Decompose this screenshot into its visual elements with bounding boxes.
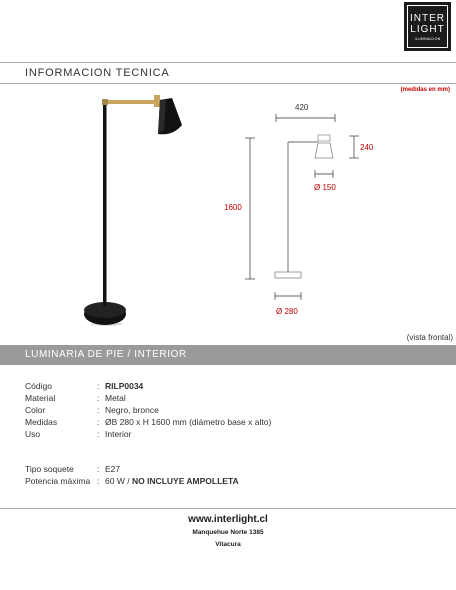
spec-row: Medidas : ØB 280 x H 1600 mm (diámetro base x alto) bbox=[25, 417, 272, 427]
spec-value: ØB 280 x H 1600 mm (diámetro base x alto) bbox=[105, 417, 272, 427]
logo-line-3: ILUMINACION bbox=[414, 36, 441, 41]
view-label: (vista frontal) bbox=[406, 333, 453, 342]
spec-row: Código : RILP0034 bbox=[25, 381, 144, 391]
spec-key: Uso bbox=[25, 429, 41, 439]
spec-key: Material bbox=[25, 393, 56, 403]
footer-rule bbox=[0, 508, 456, 509]
spec-key: Color bbox=[25, 405, 46, 415]
dim-base-diameter-label: Ø 280 bbox=[276, 307, 298, 316]
logo-line-2: LIGHT bbox=[410, 23, 445, 35]
spec-row: Color : Negro, bronce bbox=[25, 405, 159, 415]
spec-key: Código bbox=[25, 381, 52, 391]
spec-key: Potencia máxima bbox=[25, 476, 91, 486]
spec-row: Uso : Interior bbox=[25, 429, 132, 439]
electrical-row: Tipo soquete : E27 bbox=[25, 464, 121, 474]
spec-value: Interior bbox=[105, 429, 132, 439]
spec-value: RILP0034 bbox=[105, 381, 144, 391]
technical-drawing bbox=[240, 98, 390, 318]
address: Manquehue Norte 1385 bbox=[192, 529, 264, 536]
dim-total-height-label: 1600 bbox=[224, 203, 242, 212]
spec-key: Tipo soquete bbox=[25, 464, 74, 474]
spec-row: Material : Metal bbox=[25, 393, 126, 403]
dim-width-label: 420 bbox=[295, 103, 309, 112]
header-bottom-rule bbox=[0, 83, 456, 84]
spec-value: 60 W / NO INCLUYE AMPOLLETA bbox=[105, 476, 239, 486]
header-top-rule bbox=[0, 62, 456, 63]
units-note: (medidas en mm) bbox=[400, 87, 450, 93]
website-link[interactable]: www.interlight.cl bbox=[188, 514, 268, 525]
city: Vitacura bbox=[215, 541, 241, 548]
section-title: INFORMACION TECNICA bbox=[25, 67, 170, 79]
dim-shade-height-label: 240 bbox=[360, 143, 374, 152]
dim-shade-diameter-label: Ø 150 bbox=[314, 183, 336, 192]
logo-line-1: INTER bbox=[410, 12, 445, 24]
product-photo bbox=[80, 92, 190, 332]
spec-value: Negro, bronce bbox=[105, 405, 159, 415]
electrical-row: Potencia máxima : 60 W / NO INCLUYE AMPOLLETA bbox=[25, 476, 239, 486]
spec-value: E27 bbox=[105, 464, 121, 474]
category-banner: LUMINARIA DE PIE / INTERIOR bbox=[0, 345, 456, 365]
brand-logo bbox=[404, 2, 451, 51]
spec-key: Medidas bbox=[25, 417, 58, 427]
spec-value: Metal bbox=[105, 393, 126, 403]
